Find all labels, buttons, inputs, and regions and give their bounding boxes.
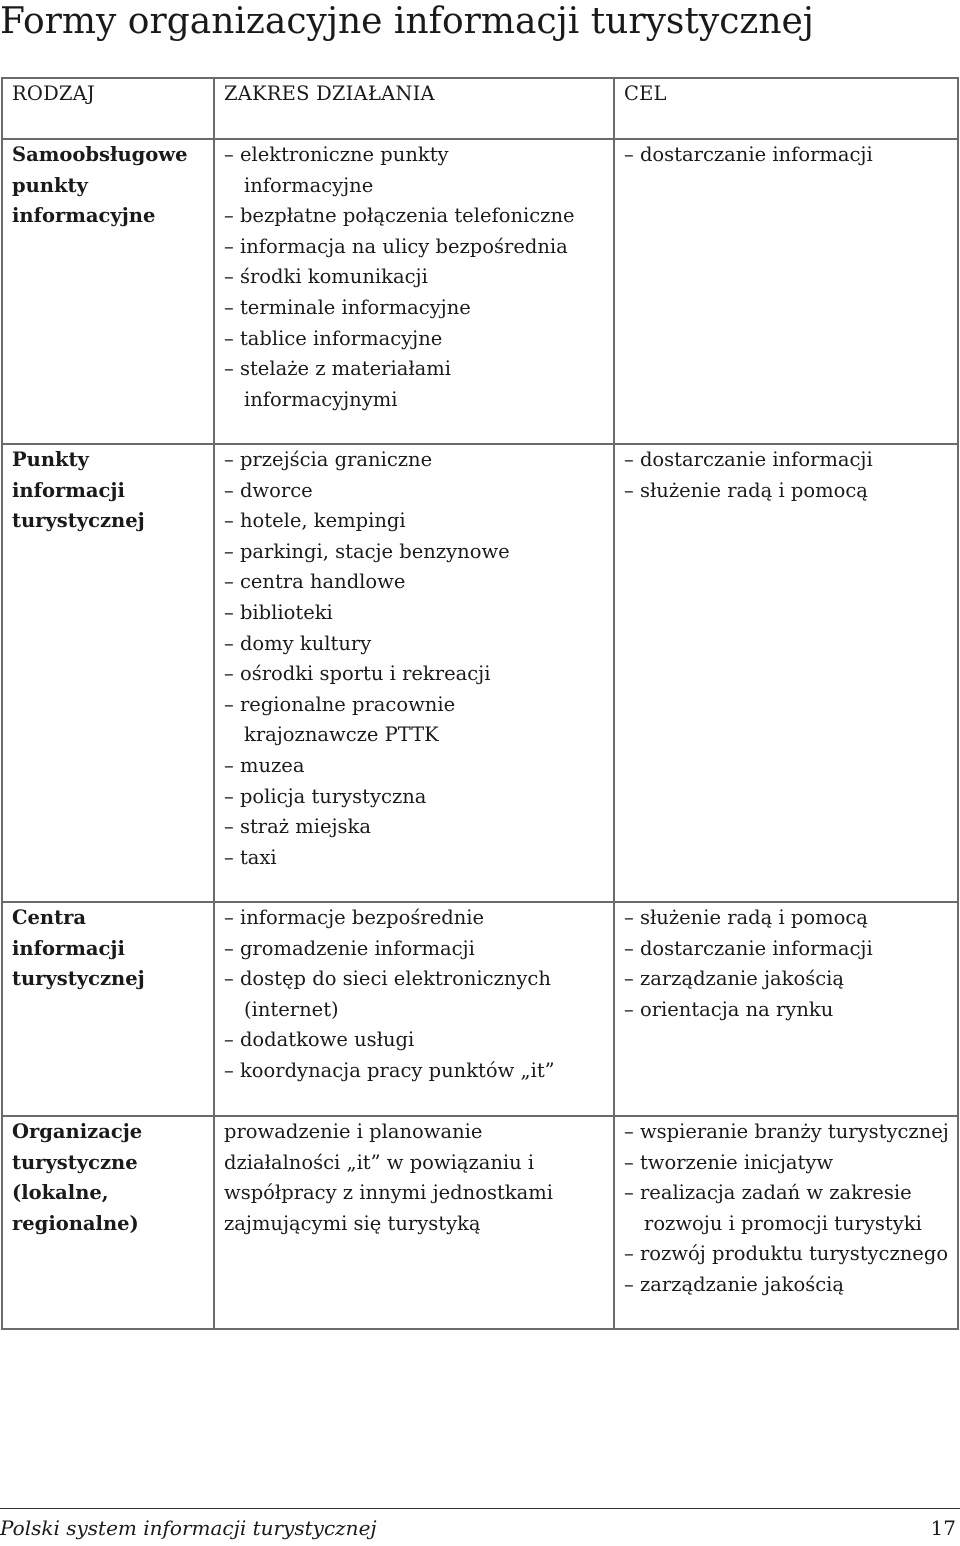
scope-item: – centra handlowe xyxy=(224,567,613,598)
scope-item: – bezpłatne połączenia telefoniczne xyxy=(224,201,594,232)
goal-item: – zarządzanie jakością xyxy=(624,964,957,995)
goal-item: – dostarczanie informacji xyxy=(624,445,957,476)
scope-item: – straż miejska xyxy=(224,812,613,843)
row-goal xyxy=(614,902,958,1116)
goal-item: – dostarczanie informacji xyxy=(624,934,957,965)
scope-item: – hotele, kempingi xyxy=(224,506,613,537)
footer-divider xyxy=(0,1508,960,1509)
scope-item: – tablice informacyjne xyxy=(224,324,594,355)
row-scope xyxy=(214,1116,614,1329)
scope-item: – taxi xyxy=(224,843,613,874)
organization-forms-table xyxy=(1,77,959,1330)
table-row xyxy=(2,139,958,444)
goal-item: – orientacja na rynku xyxy=(624,995,957,1026)
page-number: 17 xyxy=(930,1516,956,1540)
scope-item: – parkingi, stacje benzynowe xyxy=(224,537,613,568)
scope-item: – terminale informacyjne xyxy=(224,293,594,324)
header-scope: ZAKRES DZIAŁANIA xyxy=(214,78,614,139)
table-row xyxy=(2,902,958,1116)
type-label: Organizacje turystyczne (lokalne, regionalne) xyxy=(12,1120,143,1235)
row-scope xyxy=(214,444,614,902)
scope-item: – ośrodki sportu i rekreacji xyxy=(224,659,613,690)
footer-title: Polski system informacji turystycznej xyxy=(0,1516,377,1540)
scope-item: – gromadzenie informacji xyxy=(224,934,613,965)
type-label: Centra informacji turystycznej xyxy=(12,906,145,991)
goal-item: – wspieranie branży turystycznej xyxy=(624,1117,952,1148)
scope-item: – dworce xyxy=(224,476,613,507)
scope-item: – informacje bezpośrednie xyxy=(224,903,613,934)
type-label: Samoobsługowe punkty informacyjne xyxy=(12,143,188,228)
scope-item: – stelaże z materiałami informacyjnymi xyxy=(224,354,484,415)
row-type xyxy=(2,444,214,902)
goal-item: – służenie radą i pomocą xyxy=(624,476,957,507)
type-label: Punkty informacji turystycznej xyxy=(12,448,145,533)
row-goal xyxy=(614,139,958,444)
scope-item: – informacja na ulicy bezpośrednia xyxy=(224,232,594,263)
header-goal: CEL xyxy=(614,78,958,139)
scope-item: – dodatkowe usługi xyxy=(224,1025,613,1056)
row-scope xyxy=(214,902,614,1116)
header-type: RODZAJ xyxy=(2,78,214,139)
goal-item: – realizacja zadań w zakresie rozwoju i promocji turystyki xyxy=(624,1178,944,1239)
goal-item: – tworzenie inicjatyw xyxy=(624,1148,952,1179)
goal-item: – dostarczanie informacji xyxy=(624,140,957,171)
scope-text: prowadzenie i planowanie działalności „it” w powiązaniu i współpracy z innymi jednostkami zajmującymi się turystyką xyxy=(224,1120,553,1235)
goal-item: – rozwój produktu turystycznego xyxy=(624,1239,952,1270)
scope-item: – regionalne pracownie krajoznawcze PTTK xyxy=(224,690,504,751)
goal-item: – służenie radą i pomocą xyxy=(624,903,957,934)
row-type xyxy=(2,139,214,444)
scope-item: – policja turystyczna xyxy=(224,782,613,813)
scope-item: – domy kultury xyxy=(224,629,613,660)
row-goal xyxy=(614,444,958,902)
scope-item: – dostęp do sieci elektronicznych (internet) xyxy=(224,964,594,1025)
table-header-row xyxy=(2,78,958,139)
scope-item: – środki komunikacji xyxy=(224,262,594,293)
table-row xyxy=(2,444,958,902)
page-title: Formy organizacyjne informacji turystycznej xyxy=(0,1,814,42)
table-row xyxy=(2,1116,958,1329)
row-scope xyxy=(214,139,614,444)
row-type xyxy=(2,902,214,1116)
scope-item: – biblioteki xyxy=(224,598,613,629)
scope-item: – przejścia graniczne xyxy=(224,445,613,476)
row-goal xyxy=(614,1116,958,1329)
goal-item: – zarządzanie jakością xyxy=(624,1270,952,1301)
scope-item: – muzea xyxy=(224,751,613,782)
scope-item: – koordynacja pracy punktów „it” xyxy=(224,1056,613,1087)
scope-item: – elektroniczne punkty informacyjne xyxy=(224,140,484,201)
row-type xyxy=(2,1116,214,1329)
